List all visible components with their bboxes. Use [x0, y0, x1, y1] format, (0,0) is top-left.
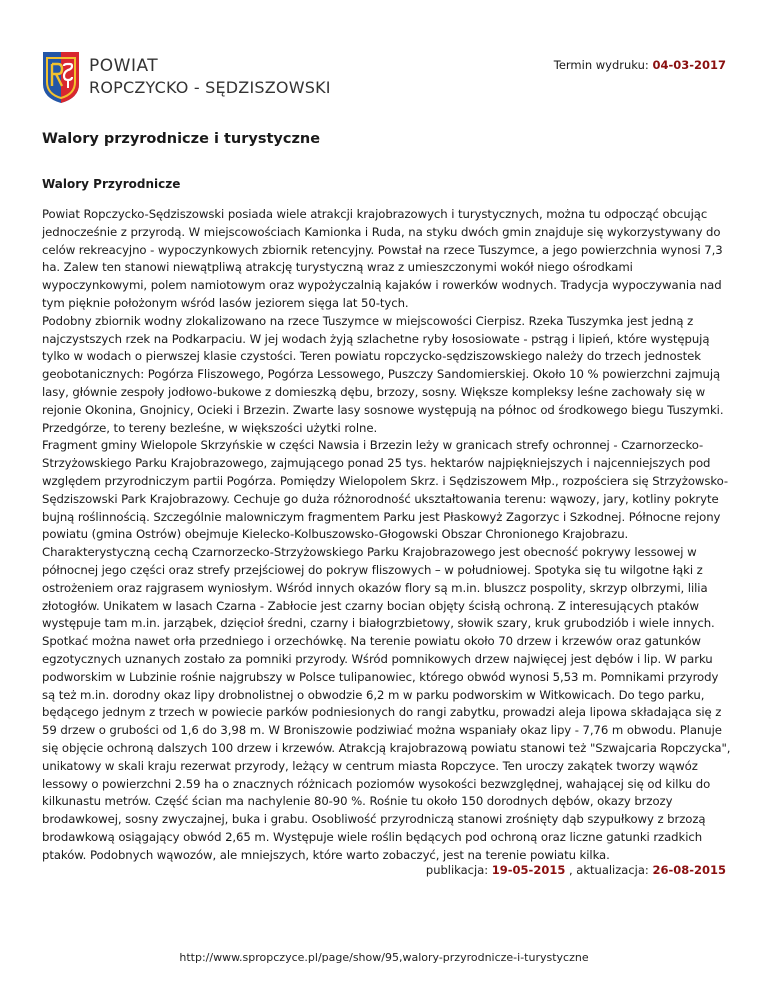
publication-label: publikacja:: [425, 863, 489, 877]
print-date-value: 04-03-2017: [652, 58, 726, 72]
paragraph: Podobny zbiornik wodny zlokalizowano na rzece Tuszymce w miejscowości Cierpisz. Rzeka Tuszymka jest jedną z najczystszych rzek na Podkarpaciu. W jej wodach żyją szlachetne ryby łososiowate - pstrąg i lipień, które występują tylko w wodach o pierwszej klasie czystości. Teren powiatu ropczycko-sędziszowskiego należy do trzech jednostek geobotanicznych: Pogórza Fliszowego, Pogórza Lessowego, Puszczy Sandomierskiej. Około 10 % powierzchni zajmują lasy, głównie zespoły jodłowo-bukowe z domieszką dębu, brzozy, sosny. Większe kompleksy leśne zachowały się w rejonie Okonina, Gnojnicy, Ocieki i Brzezin. Zwarte lasy sosnowe występują na północ od środkowego biegu Tuszymki. Przedgórze, to tereny bezleśne, w większości użytki rolne.: [42, 313, 724, 435]
article-body: [42, 206, 732, 864]
logo-text: [89, 56, 331, 98]
update-date: 26-08-2015: [652, 863, 726, 877]
county-logo: [41, 50, 331, 104]
logo-line-county-name: ROPCZYCKO - SĘDZISZOWSKI: [89, 78, 331, 97]
publication-info: [426, 863, 726, 877]
section-title: Walory Przyrodnicze: [42, 177, 181, 191]
print-date: [554, 58, 726, 72]
footer-url[interactable]: http://www.spropczyce.pl/page/show/95,walory-przyrodnicze-i-turystyczne: [179, 951, 589, 964]
page-title: Walory przyrodnicze i turystyczne: [42, 131, 321, 147]
logo-line-powiat: POWIAT: [89, 56, 159, 76]
paragraph: Fragment gminy Wielopole Skrzyńskie w części Nawsia i Brzezin leży w granicach strefy ochronnej - Czarnorzecko-Strzyżowskiego Parku Krajobrazowego, zajmującego ponad 25 tys. hektarów najpiękniejszych i najcenniejszych pod względem przyrodniczym partii Pogórza. Pomiędzy Wielopolem Skrz. i Sędziszowem Młp., rozpościera się Strzyżowsko-Sędziszowski Park Krajobrazowy. Cechuje go duża różnorodność ukształtowania terenu: wąwozy, jary, kotliny pokryte bujną roślinnością. Szczególnie malowniczym fragmentem Parku jest Płaskowyż Zagorzyc i Szkodnej. Północne rejony powiatu (gmina Ostrów) obejmuje Kielecko-Kolbuszowsko-Głogowski Obszar Chronionego Krajobrazu. Charakterystyczną cechą Czarnorzecko-Strzyżowskiego Parku Krajobrazowego jest obecność pokrywy lessowej w północnej jego części oraz strefy przejściowej do pokryw fliszowych – w południowej. Spotyka się tu wilgotne łąki z ostrożeniem oraz rajgrasem wyniosłym. Wśród innych okazów flory są m.in. bluszcz pospolity, skrzyp olbrzymi, lilia złotogłów. Unikatem w lasach Czarna - Zabłocie jest czarny bocian objęty ścisłą ochroną. Z interesujących ptaków występuje tam m.in. jarząbek, dzięcioł średni, czarny i białogrzbietowy, słowik szary, kruk grubodziób i wiele innych. Spotkać można nawet orła przedniego i orzechówkę. Na terenie powiatu około 70 drzew i krzewów oraz gatunków egzotycznych uznanych zostało za pomniki przyrody. Wśród pomnikowych drzew najwięcej jest dębów i lip. W parku podworskim w Lubzinie rośnie najgrubszy w Polsce tulipanowiec, którego obwód wynosi 5,53 m. Pomnikami przyrody są też m.in. dorodny okaz lipy drobnolistnej o obwodzie 6,2 m w parku podworskim w Witkowicach. Do tego parku, będącego jednym z trzech w powiecie parków podniesionych do rangi zabytku, prowadzi aleja lipowa składająca się z 59 drzew o grubości od 1,6 do 3,98 m. W Broniszowie podziwiać można wspaniały okaz lipy - 7,76 m obwodu. Planuje się objęcie ochroną dalszych 100 drzew i krzewów. Atrakcją krajobrazową powiatu stanowi też "Szwajcaria Ropczycka", unikatowy w skali kraju rezerwat przyrody, leżący w centrum miasta Ropczyce. Ten uroczy zakątek tworzy wąwóz lessowy o powierzchni 2.59 ha o znacznych różnicach poziomów wysokości bezwzględnej, wahającej się od kilku do kilkunastu metrów. Część ścian ma nachylenie 80-90 %. Rośnie tu około 150 dorodnych dębów, okazy brzozy brodawkowej, sosny zwyczajnej, buka i grabu. Osobliwość przyrodniczą stanowi zrośnięty dąb szypułkowy z brzozą brodawkową osiągający obwód 2,65 m. Występuje wiele roślin będących pod ochroną oraz liczne gatunki rzadkich ptaków. Podobnych wąwozów, ale mniejszych, które warto zobaczyć, jest na terenie powiatu kilka.: [42, 438, 731, 862]
update-label: , aktualizacja:: [569, 863, 649, 877]
publication-date: 19-05-2015: [491, 863, 566, 877]
paragraph: Powiat Ropczycko-Sędziszowski posiada wiele atrakcji krajobrazowych i turystycznych, można tu odpocząć obcując jednocześnie z przyrodą. W miejscowościach Kamionka i Ruda, na styku dwóch gmin znajduje się wykorzystywany do celów rekreacyjno - wypoczynkowych zbiornik retencyjny. Powstał na rzece Tuszymce, a jego powierzchnia wynosi 7,3 ha. Zalew ten stanowi niewątpliwą atrakcję turystyczną wraz z umieszczonymi wokół niego ośrodkami wypoczynkowymi, polem namiotowym oraz wypożyczalnią kajaków i rowerków wodnych. Tradycja wypoczywania nad tym pięknie położonym wśród lasów jeziorem sięga lat 50-tych.: [42, 207, 723, 310]
county-crest-icon: [41, 50, 81, 104]
print-date-label: Termin wydruku:: [553, 58, 649, 72]
